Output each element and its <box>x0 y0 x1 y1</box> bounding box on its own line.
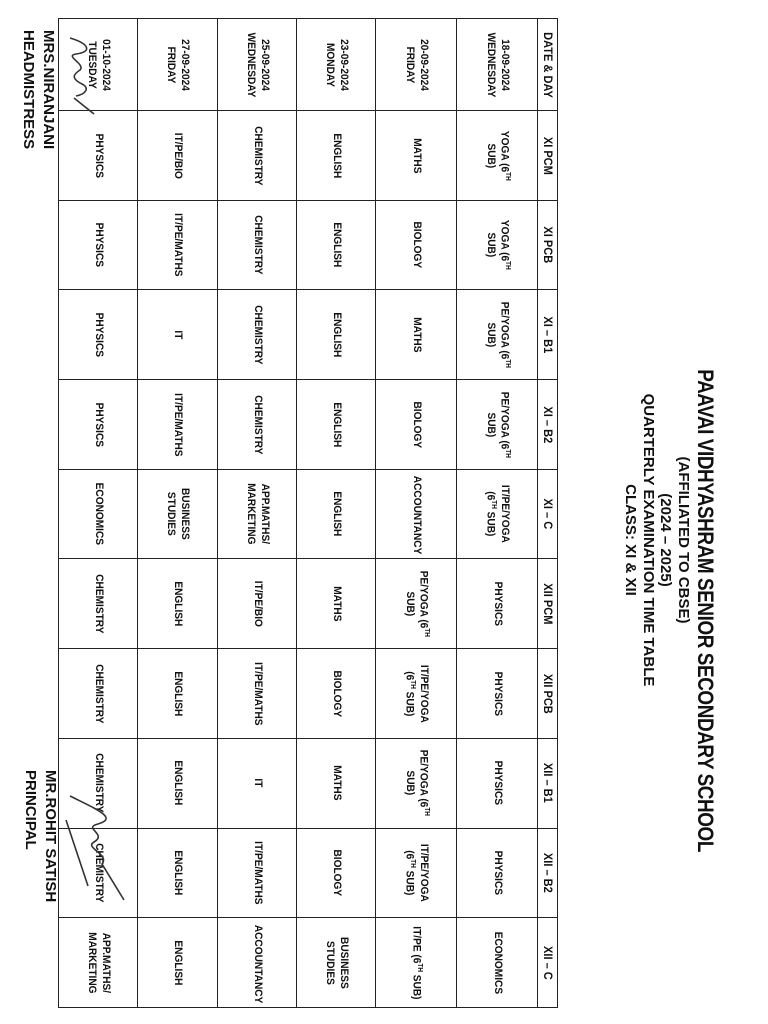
class-label: CLASS: XI & XII <box>621 484 639 596</box>
subject-cell: CHEMISTRY <box>217 293 296 376</box>
column-header: XII – B1 <box>538 742 558 825</box>
subject-cell: CHEMISTRY <box>59 832 138 915</box>
column-header: XII – C <box>538 921 558 1004</box>
date-day-cell <box>217 22 296 107</box>
date-day-cell <box>376 22 457 107</box>
timetable <box>58 18 558 1008</box>
subject-cell: MATHS <box>376 114 457 197</box>
exam-day: TUESDAY <box>86 40 99 89</box>
subject-cell: PHYSICS <box>59 204 138 287</box>
principal-name: MR.ROHIT SATISH <box>42 770 59 903</box>
subject-cell: ENGLISH <box>138 652 217 735</box>
subject-cell: ECONOMICS <box>457 921 538 1004</box>
principal-signature <box>58 790 128 910</box>
exam-date: 01-10-2024 <box>99 38 112 91</box>
subject-cell: CHEMISTRY <box>59 742 138 825</box>
headmistress-signature-block <box>19 30 58 149</box>
subject-cell: IT/PE/BIO <box>217 563 296 646</box>
subject-cell: MATHS <box>296 742 375 825</box>
subject-cell: PE/YOGA (6TH SUB) <box>457 383 538 466</box>
subject-cell: PHYSICS <box>457 652 538 735</box>
subject-cell: ENGLISH <box>138 832 217 915</box>
principal-signature-block <box>21 770 60 902</box>
exam-day: FRIDAY <box>404 46 417 83</box>
document-header <box>621 330 718 852</box>
subject-cell: CHEMISTRY <box>59 563 138 646</box>
subject-cell: IT/PE/MATHS <box>138 204 217 287</box>
principal-title: PRINCIPAL <box>22 770 40 850</box>
column-header: XI PCB <box>538 204 558 287</box>
exam-date: 27-09-2024 <box>179 38 192 91</box>
exam-day: WEDNESDAY <box>244 32 257 97</box>
column-header: XII PCB <box>538 652 558 735</box>
subject-cell: ENGLISH <box>138 921 217 1004</box>
subject-cell: BUSINESS STUDIES <box>138 473 217 556</box>
subject-cell: PHYSICS <box>457 832 538 915</box>
subject-cell: IT <box>138 293 217 376</box>
subject-cell: MATHS <box>376 293 457 376</box>
table-header-row <box>538 19 558 1008</box>
subject-cell: CHEMISTRY <box>217 204 296 287</box>
subject-cell: MATHS <box>296 563 375 646</box>
exam-date: 18-09-2024 <box>498 38 511 91</box>
subject-cell: IT/PE/BIO <box>138 114 217 197</box>
headmistress-signature <box>56 34 100 124</box>
column-header: DATE & DAY <box>538 22 558 107</box>
exam-day: MONDAY <box>324 42 337 87</box>
school-name: PAAVAI VIDHYASHRAM SENIOR SECONDARY SCHOOL <box>693 369 718 852</box>
exam-day: WEDNESDAY <box>485 32 498 97</box>
date-day-cell <box>457 22 538 107</box>
subject-cell: IT/PE/YOGA (6TH SUB) <box>376 832 457 915</box>
table-row <box>138 19 217 1008</box>
table-row <box>217 19 296 1008</box>
subject-cell: IT/PE (6TH SUB) <box>376 921 457 1004</box>
column-header: XI – C <box>538 473 558 556</box>
headmistress-title: HEADMISTRESS <box>20 30 38 150</box>
subject-cell: ECONOMICS <box>59 473 138 556</box>
column-header: XI – B1 <box>538 293 558 376</box>
column-header: XI – B2 <box>538 383 558 466</box>
subject-cell: ENGLISH <box>138 563 217 646</box>
table-row <box>296 19 375 1008</box>
subject-cell: YOGA (6TH SUB) <box>457 204 538 287</box>
subject-cell: ENGLISH <box>296 204 375 287</box>
subject-cell: APP.MATHS/ MARKETING <box>217 473 296 556</box>
subject-cell: PE/YOGA (6TH SUB) <box>457 293 538 376</box>
exam-date: 25-09-2024 <box>258 38 271 91</box>
subject-cell: BIOLOGY <box>296 832 375 915</box>
subject-cell: IT/PE/YOGA (6TH SUB) <box>457 473 538 556</box>
exam-day: FRIDAY <box>165 46 178 83</box>
subject-cell: BIOLOGY <box>296 652 375 735</box>
subject-cell: ENGLISH <box>296 473 375 556</box>
column-header: XI PCM <box>538 114 558 197</box>
subject-cell: PE/YOGA (6TH SUB) <box>376 563 457 646</box>
subject-cell: PE/YOGA (6TH SUB) <box>376 742 457 825</box>
subject-cell: BIOLOGY <box>376 204 457 287</box>
subject-cell: CHEMISTRY <box>217 383 296 466</box>
column-header: XII PCM <box>538 563 558 646</box>
subject-cell: IT/PE/YOGA (6TH SUB) <box>376 652 457 735</box>
subject-cell: YOGA (6TH SUB) <box>457 114 538 197</box>
subject-cell: ENGLISH <box>296 383 375 466</box>
date-day-cell <box>296 22 375 107</box>
date-day-cell <box>138 22 217 107</box>
subject-cell: CHEMISTRY <box>217 114 296 197</box>
subject-cell: IT/PE/MATHS <box>217 832 296 915</box>
subject-cell: ACCOUNTANCY <box>217 921 296 1004</box>
subject-cell: APP.MATHS/ MARKETING <box>59 921 138 1004</box>
subject-cell: ENGLISH <box>296 114 375 197</box>
exam-date: 23-09-2024 <box>337 38 350 91</box>
subject-cell: IT/PE/MATHS <box>138 383 217 466</box>
subject-cell: PHYSICS <box>59 383 138 466</box>
subject-cell: PHYSICS <box>457 742 538 825</box>
subject-cell: IT <box>217 742 296 825</box>
exam-title: QUARTERLY EXAMINATION TIME TABLE <box>639 393 657 687</box>
exam-date: 20-09-2024 <box>417 38 430 91</box>
column-header: XII – B2 <box>538 832 558 915</box>
table-row <box>457 19 538 1008</box>
subject-cell: BUSINESS STUDIES <box>296 921 375 1004</box>
subject-cell: BIOLOGY <box>376 383 457 466</box>
subject-cell: CHEMISTRY <box>59 652 138 735</box>
subject-cell: PHYSICS <box>457 563 538 646</box>
subject-cell: ENGLISH <box>296 293 375 376</box>
headmistress-name: MRS.NIRANJANI <box>40 30 57 150</box>
academic-year: (2024 – 2025) <box>657 493 675 587</box>
subject-cell: IT/PE/MATHS <box>217 652 296 735</box>
table-row <box>376 19 457 1008</box>
subject-cell: ENGLISH <box>138 742 217 825</box>
subject-cell: PHYSICS <box>59 293 138 376</box>
affiliation: (AFFILIATED TO CBSE) <box>675 456 693 624</box>
subject-cell: PHYSICS <box>59 114 138 197</box>
subject-cell: ACCOUNTANCY <box>376 473 457 556</box>
